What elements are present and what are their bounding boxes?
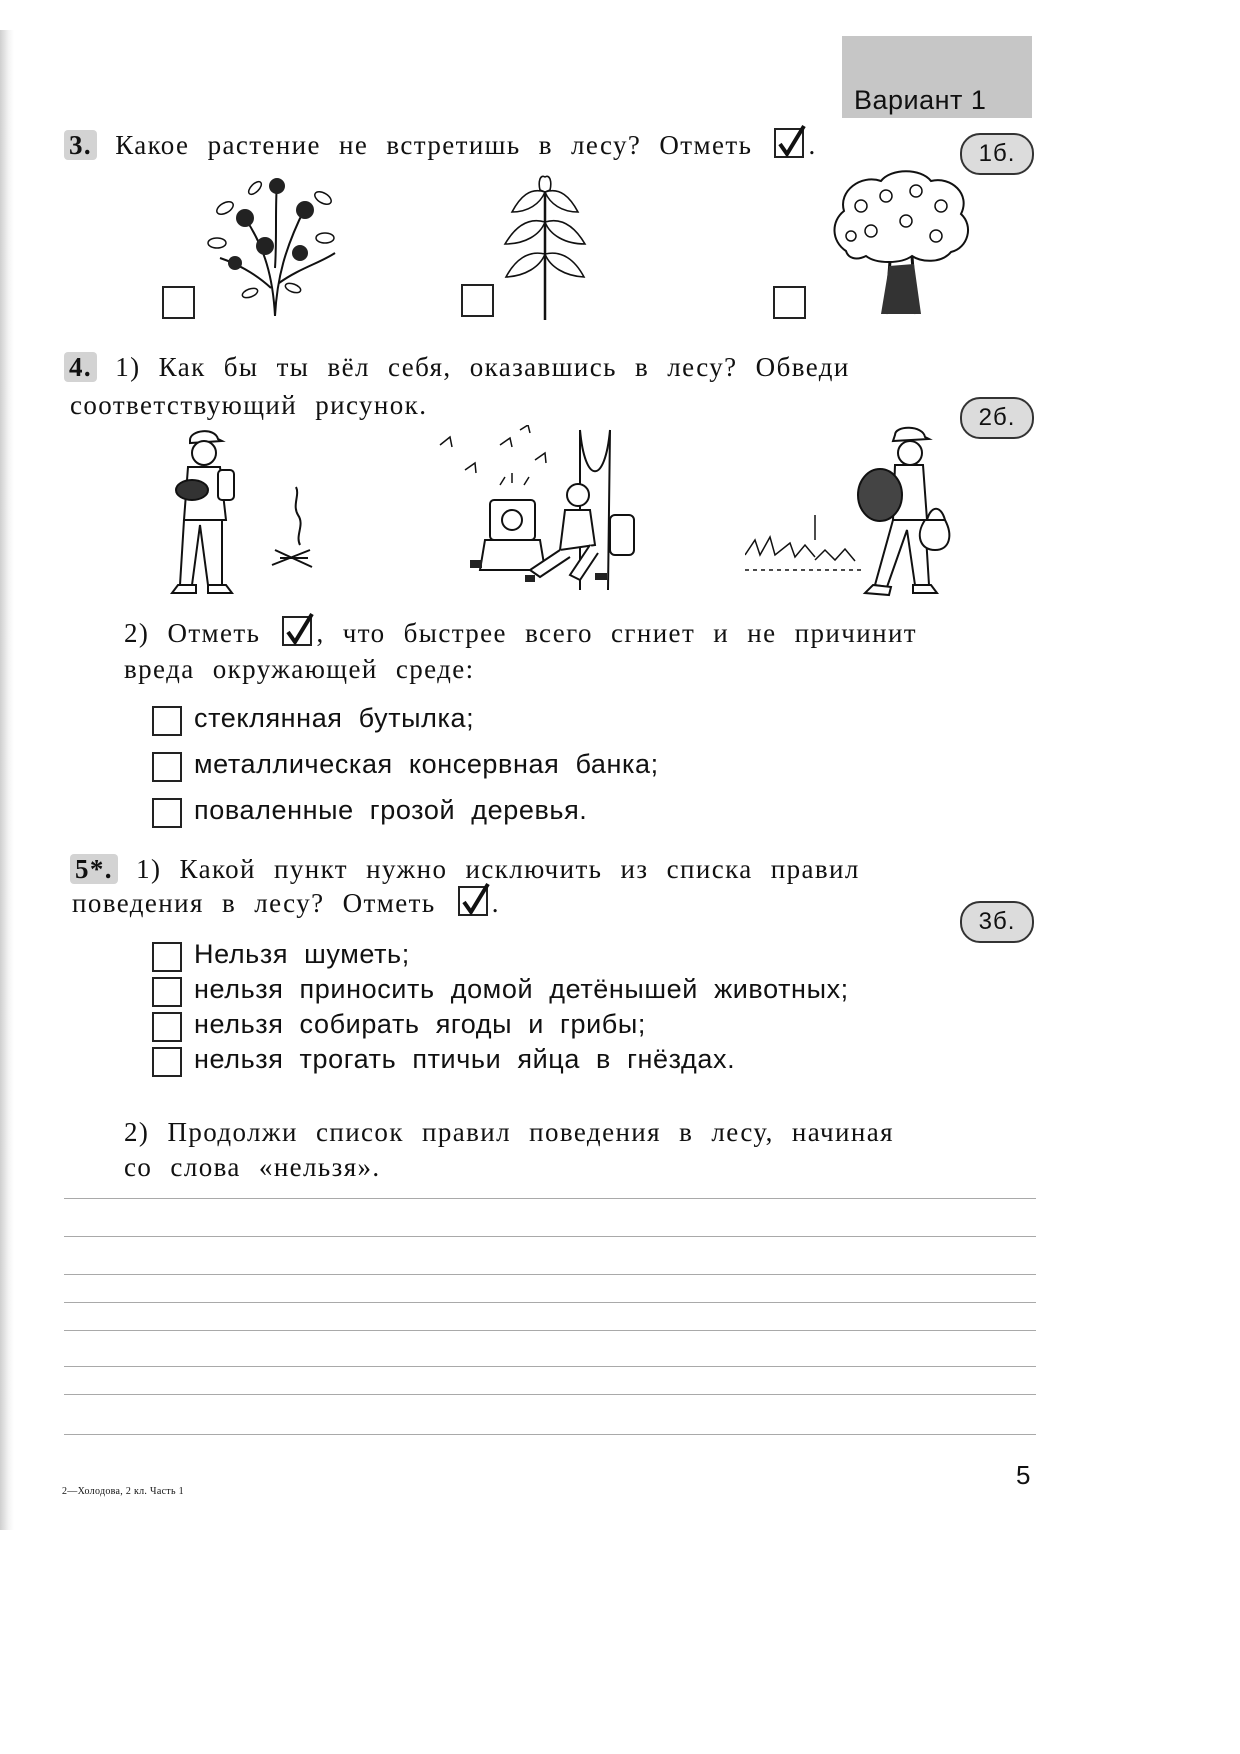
nettle-icon [500, 172, 590, 322]
task5-part2-line2: со слова «нельзя». [124, 1152, 381, 1182]
task3-checkbox-2[interactable] [461, 284, 494, 317]
answer-line-7[interactable] [64, 1394, 1036, 1395]
task4-points-badge [960, 397, 1034, 439]
task4-part1-line2: соответствующий рисунок. [70, 390, 428, 420]
task4-option-3: поваленные грозой деревья. [194, 795, 588, 825]
page-number: 5 [1016, 1460, 1031, 1490]
checkmark-box-icon [458, 886, 488, 916]
task4-option-checkbox-2[interactable] [152, 752, 182, 782]
task4-part1-line1 [64, 350, 850, 384]
task5-part2-line1: 2) Продолжи список правил поведения в лесу, начиная [124, 1117, 894, 1147]
answer-line-6[interactable] [64, 1366, 1036, 1367]
footer-imprint: 2—Холодова, 2 кл. Часть 1 [62, 1486, 184, 1497]
task5-option-3: нельзя собирать ягоды и грибы; [194, 1009, 646, 1039]
answer-line-4[interactable] [64, 1302, 1036, 1303]
task5-option-4: нельзя трогать птичьи яйца в гнёздах. [194, 1044, 736, 1074]
boy-with-basket-picture[interactable] [745, 425, 960, 597]
boy-littering-picture[interactable] [430, 425, 650, 595]
variant-header [842, 36, 1032, 118]
answer-line-8[interactable] [64, 1434, 1036, 1435]
task5-points-badge [960, 901, 1034, 943]
task4-number: 4. [64, 352, 97, 382]
task4-part1-text: 1) Как бы ты вёл себя, оказавшись в лесу? Обведи [115, 352, 850, 382]
task3-question-text: Какое растение не встретишь в лесу? Отметь [115, 130, 753, 160]
task3-points: 1б. [978, 140, 1016, 167]
task5-part1-end: . [491, 888, 500, 918]
variant-label: Вариант 1 [854, 85, 987, 115]
task5-option-2: нельзя приносить домой детёнышей животных; [194, 974, 849, 1004]
task4-option-checkbox-3[interactable] [152, 798, 182, 828]
task5-points: 3б. [978, 908, 1016, 935]
boy-leaving-campfire-picture[interactable] [160, 425, 340, 600]
task5-part1-text: 1) Какой пункт нужно исключить из списка правил [136, 854, 860, 884]
task4-part2-text-a: 2) Отметь [124, 618, 261, 648]
task4-option-1: стеклянная бутылка; [194, 703, 475, 733]
task5-part1-text-2: поведения в лесу? Отметь [72, 888, 436, 918]
task3-number: 3. [64, 130, 97, 160]
checkmark-box-icon [774, 128, 804, 158]
task3-question [64, 128, 817, 162]
answer-line-1[interactable] [64, 1198, 1036, 1199]
task5-part1-line2 [72, 886, 500, 920]
task3-checkbox-3[interactable] [773, 286, 806, 319]
task5-option-1: Нельзя шуметь; [194, 939, 410, 969]
rose-bush-icon [205, 168, 345, 318]
answer-line-2[interactable] [64, 1236, 1036, 1237]
page-spine-shadow [0, 30, 14, 1530]
task4-option-2: металлическая консервная банка; [194, 749, 659, 779]
task5-option-checkbox-4[interactable] [152, 1047, 182, 1077]
task3-checkbox-1[interactable] [162, 286, 195, 319]
task5-option-checkbox-1[interactable] [152, 942, 182, 972]
task4-points: 2б. [978, 404, 1016, 431]
task4-part2-text-b: , что быстрее всего сгниет и не причинит [316, 618, 918, 648]
checkmark-box-icon [282, 616, 312, 646]
task4-part2-line1 [124, 616, 917, 650]
answer-line-3[interactable] [64, 1274, 1036, 1275]
task4-part2-line2: вреда окружающей среде: [124, 654, 475, 684]
task3-question-end: . [808, 130, 817, 160]
apple-tree-icon [826, 166, 976, 316]
task4-option-checkbox-1[interactable] [152, 706, 182, 736]
task5-option-checkbox-3[interactable] [152, 1012, 182, 1042]
task5-option-checkbox-2[interactable] [152, 977, 182, 1007]
answer-line-5[interactable] [64, 1330, 1036, 1331]
task5-number: 5*. [70, 854, 118, 884]
